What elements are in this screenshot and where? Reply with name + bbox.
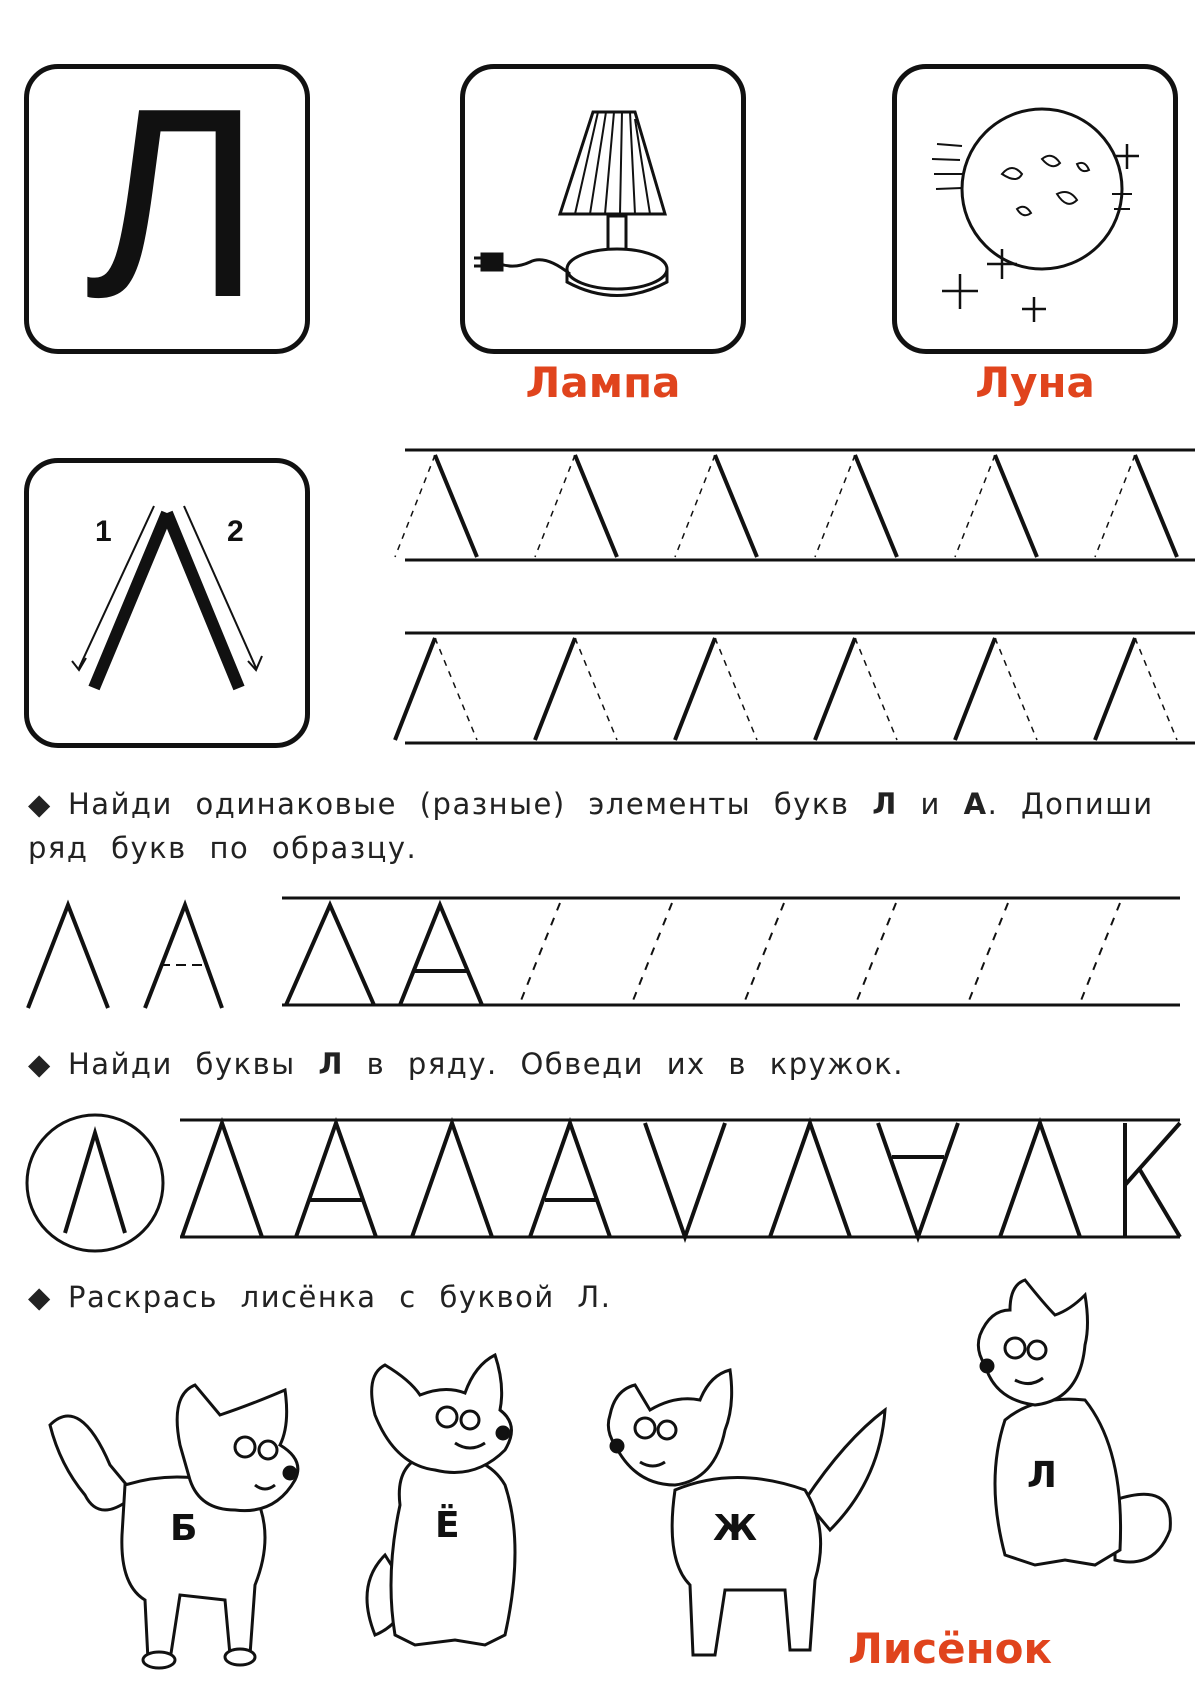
task1-instruction <box>28 782 1178 870</box>
moon-caption: Луна <box>975 358 1095 407</box>
moon-card <box>892 64 1178 354</box>
fox-3-letter: Ж <box>713 1508 758 1549</box>
stroke-number-1: 1 <box>95 515 112 548</box>
lamp-caption: Лампа <box>525 358 681 407</box>
pattern-row <box>0 893 1190 1023</box>
task1-text-1: Найди одинаковые (разные) элементы букв <box>68 787 850 821</box>
stroke-order-diagram <box>24 458 310 748</box>
stroke-order-card <box>24 458 310 748</box>
bullet-diamond-icon: ◆ <box>28 1280 52 1314</box>
task1-and: и <box>920 787 941 821</box>
fox-1-letter: Б <box>170 1508 198 1549</box>
tracing-row-1 <box>405 445 1200 565</box>
stroke-number-2: 2 <box>227 515 244 548</box>
fox-4[interactable] <box>975 1280 1175 1600</box>
task2-instruction <box>28 1042 1178 1086</box>
fox-4-letter: Л <box>1027 1455 1057 1496</box>
task1-text-2: . Допиши ряд букв по образцу. <box>28 787 1154 865</box>
moon-icon <box>892 64 1178 354</box>
bullet-diamond-icon: ◆ <box>28 1047 52 1081</box>
task1-letter-a: А <box>963 787 988 821</box>
fox-2-letter: Ё <box>435 1505 460 1546</box>
letter-find-row <box>0 1115 1190 1255</box>
main-letter: Л <box>85 53 263 354</box>
task3-text: Раскрась лисёнка с буквой Л. <box>68 1280 612 1314</box>
tracing-row-2 <box>405 628 1200 748</box>
letter-card <box>24 53 310 354</box>
task2-text-1: Найди буквы <box>68 1047 296 1081</box>
task1-letter-l: Л <box>872 787 898 821</box>
fox-caption: Лисёнок <box>847 1624 1053 1673</box>
bullet-diamond-icon: ◆ <box>28 787 52 821</box>
task2-letter-l: Л <box>318 1047 344 1081</box>
lamp-card <box>460 64 746 354</box>
lamp-icon <box>460 64 746 354</box>
task2-text-2: в ряду. Обведи их в кружок. <box>366 1047 904 1081</box>
